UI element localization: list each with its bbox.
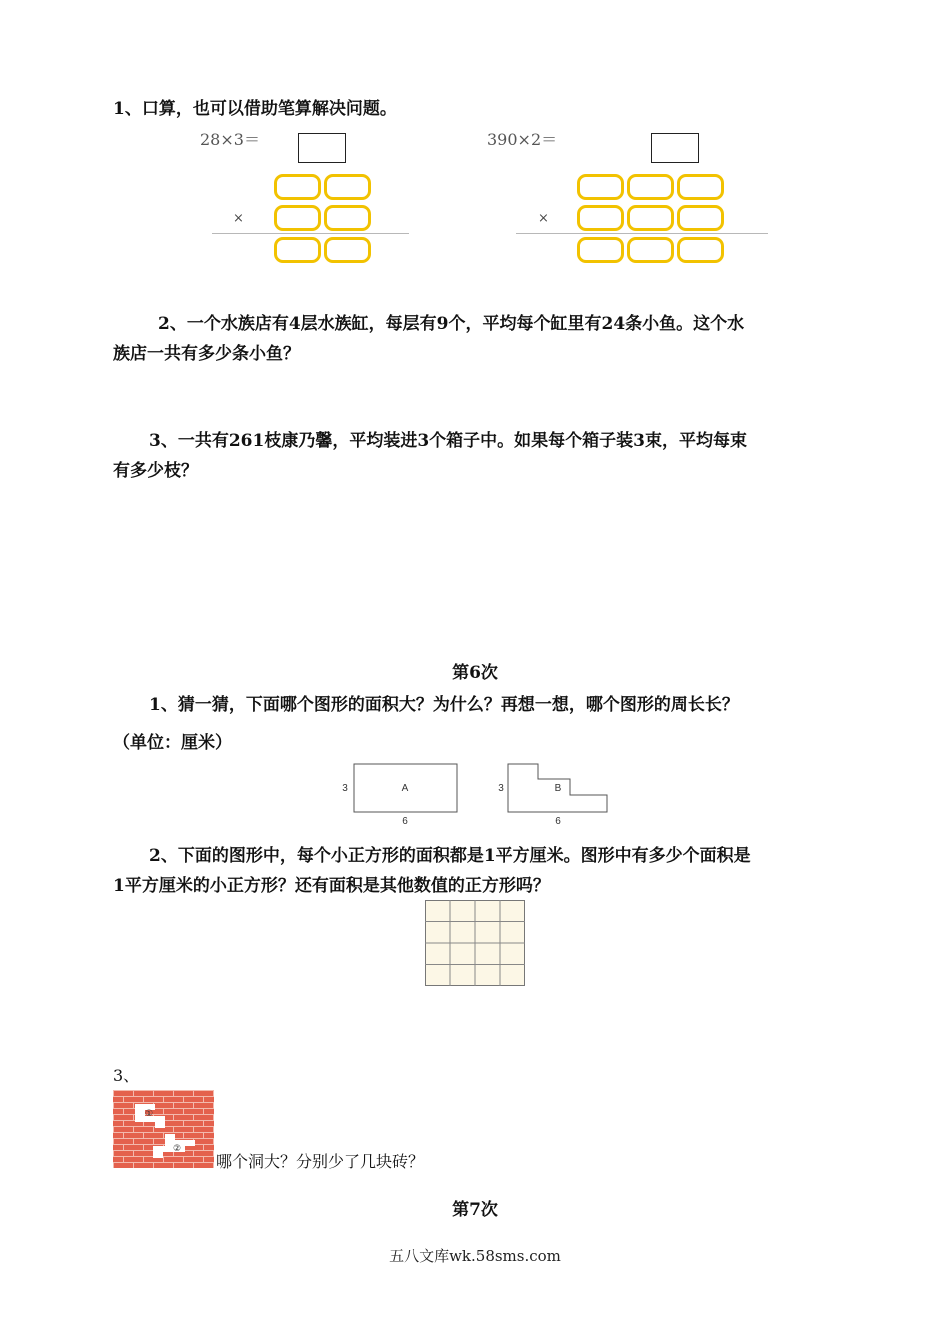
s6-question-1-line2: （单位：厘米） [113, 733, 232, 753]
question-1-text: 1、口算，也可以借助笔算解决问题。 [113, 99, 397, 119]
shape-b-label: B [554, 783, 562, 794]
digit-cell[interactable] [677, 174, 724, 200]
brick-wall-figure [113, 1090, 214, 1168]
expression-390x2: 390×2＝ [487, 130, 558, 149]
square-grid-figure [425, 900, 525, 986]
answer-box[interactable] [651, 133, 699, 163]
digit-cell[interactable] [677, 205, 724, 231]
s6-question-3-text: 哪个洞大？分别少了几块砖？ [216, 1152, 425, 1171]
digit-cell[interactable] [627, 174, 674, 200]
s6-question-1-line1: 1、猜一猜，下面哪个图形的面积大？为什么？再想一想，哪个图形的周长长？ [149, 695, 739, 715]
shape-a-width: 6 [402, 816, 408, 827]
answer-box[interactable] [298, 133, 346, 163]
digit-cell[interactable] [627, 205, 674, 231]
digit-cell[interactable] [324, 237, 371, 263]
digit-cell[interactable] [577, 237, 624, 263]
expression-28x3: 28×3＝ [200, 130, 260, 149]
calculation-line [516, 233, 768, 234]
footer-watermark: 五八文库wk.58sms.com [389, 1247, 561, 1265]
multiply-sign: × [233, 211, 244, 226]
digit-cell[interactable] [627, 237, 674, 263]
shape-a-height: 3 [342, 783, 348, 794]
question-2-line1: 2、一个水族店有4层水族缸，每层有9个，平均每个缸里有24条小鱼。这个水 [158, 314, 745, 334]
digit-cell[interactable] [274, 174, 321, 200]
calculation-line [212, 233, 409, 234]
shape-b-width: 6 [555, 816, 561, 827]
s6-question-2-line2: 1平方厘米的小正方形？还有面积是其他数值的正方形吗？ [113, 876, 550, 896]
digit-cell[interactable] [677, 237, 724, 263]
s6-question-3-number: 3、 [113, 1066, 140, 1085]
digit-cell[interactable] [324, 174, 371, 200]
digit-cell[interactable] [577, 205, 624, 231]
digit-cell[interactable] [577, 174, 624, 200]
hole-2-label: ② [173, 1144, 182, 1154]
digit-cell[interactable] [324, 205, 371, 231]
shape-a-label: A [401, 783, 409, 794]
question-3-line2: 有多少枝？ [113, 461, 198, 481]
section-7-heading: 第7次 [452, 1200, 498, 1220]
shape-a [342, 764, 457, 827]
question-2-line2: 族店一共有多少条小鱼？ [113, 344, 300, 364]
shape-b-height: 3 [498, 783, 504, 794]
multiply-sign: × [538, 211, 549, 226]
digit-cell[interactable] [274, 205, 321, 231]
shape-b [498, 764, 607, 827]
question-3-line1: 3、一共有261枝康乃馨，平均装进3个箱子中。如果每个箱子装3束，平均每束 [149, 431, 747, 451]
section-6-heading: 第6次 [452, 663, 498, 683]
s6-question-2-line1: 2、下面的图形中，每个小正方形的面积都是1平方厘米。图形中有多少个面积是 [149, 846, 751, 866]
area-shapes-figure [330, 756, 630, 832]
hole-1-label: ① [145, 1109, 154, 1119]
digit-cell[interactable] [274, 237, 321, 263]
